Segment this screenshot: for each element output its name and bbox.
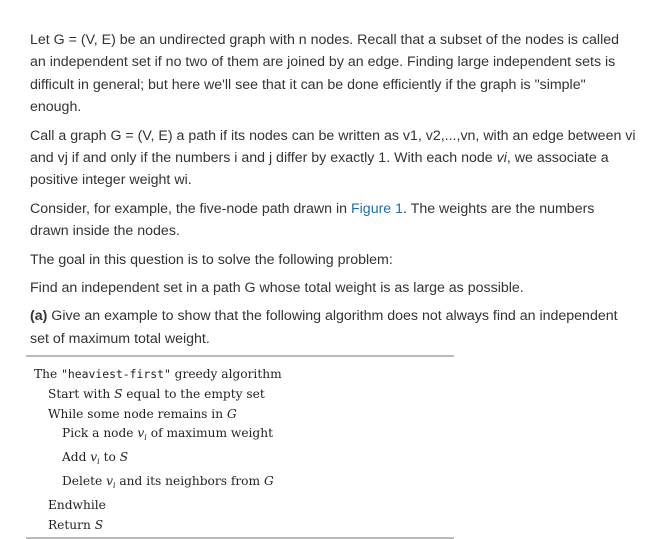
paragraph-part-a xyxy=(30,305,636,350)
delete-sub: i xyxy=(112,480,116,490)
pick-sub: i xyxy=(144,433,147,443)
algorithm-line-add xyxy=(26,448,454,472)
add-var2: S xyxy=(119,450,129,465)
endwhile-text: Endwhile xyxy=(48,497,106,512)
pick-text: Pick a node xyxy=(62,426,138,441)
algorithm-line-start xyxy=(26,385,454,405)
algorithm-line-pick xyxy=(26,424,454,448)
paragraph-1-text: Let G = (V, E) be an undirected graph with n nodes. Recall that a subset of the nodes is called an independent set if no two of them are joined by an edge. Finding large independent sets is difficult in general; but here we'll see that it can be done efficiently if the graph is "simple" enough. xyxy=(30,32,620,116)
algorithm-line-while xyxy=(26,405,454,425)
paragraph-example xyxy=(30,198,636,243)
delete-text-b: and its neighbors from xyxy=(115,473,264,488)
algorithm-title-quote: "heaviest-first" xyxy=(61,367,171,381)
delete-text: Delete xyxy=(62,473,107,488)
paragraph-2-node-var: vi xyxy=(496,150,507,167)
algorithm-line-return xyxy=(26,516,454,536)
paragraph-3-text-b: . The weights are the numbers drawn inside the nodes. xyxy=(30,200,595,240)
paragraph-independent-set xyxy=(30,29,636,119)
figure-1-link[interactable]: Figure 1 xyxy=(350,200,404,217)
paragraph-5-text: Find an independent set in a path G whose total weight is as large as possible. xyxy=(30,280,524,297)
paragraph-2-text-a: Call a graph G = (V, E) a path if its nodes can be written as v1, v2,...,vn, with an edge between vi and vj if and only if the numbers i and j differ by exactly 1. With each node xyxy=(30,127,636,167)
start-text: Start with xyxy=(48,386,115,401)
algorithm-line-delete xyxy=(26,472,454,496)
algorithm-box xyxy=(26,355,454,539)
add-sub: i xyxy=(97,457,100,467)
part-a-label: (a) xyxy=(30,308,48,325)
while-var: G xyxy=(226,406,237,421)
algorithm-title-prefix: The xyxy=(34,367,62,381)
algorithm-title-suffix: greedy algorithm xyxy=(170,367,282,381)
return-var: S xyxy=(94,517,104,532)
paragraph-path-definition xyxy=(30,125,636,192)
paragraph-2-text-b: , we associate a positive integer weight wi. xyxy=(30,150,609,189)
delete-var: v xyxy=(106,473,113,488)
while-text: While some node remains in xyxy=(48,406,227,421)
return-text: Return xyxy=(48,517,95,532)
pick-text-b: of maximum weight xyxy=(146,426,273,441)
paragraph-3-text-a: Consider, for example, the five-node path drawn in xyxy=(30,200,351,217)
add-var: v xyxy=(90,450,98,465)
paragraph-goal xyxy=(30,249,636,271)
algorithm-line-endwhile xyxy=(26,496,454,516)
paragraph-problem xyxy=(30,277,636,299)
start-text-b: equal to the empty set xyxy=(122,386,265,401)
pick-var: v xyxy=(137,426,145,441)
start-var: S xyxy=(114,386,123,401)
part-a-text: Give an example to show that the following algorithm does not always find an independent set of maximum total weight. xyxy=(30,308,618,347)
delete-var2: G xyxy=(263,473,274,488)
algorithm-title xyxy=(26,365,454,385)
paragraph-4-text: The goal in this question is to solve the following problem: xyxy=(30,251,393,268)
add-text-b: to xyxy=(99,450,120,465)
add-text: Add xyxy=(62,450,91,465)
problem-text xyxy=(30,29,636,356)
